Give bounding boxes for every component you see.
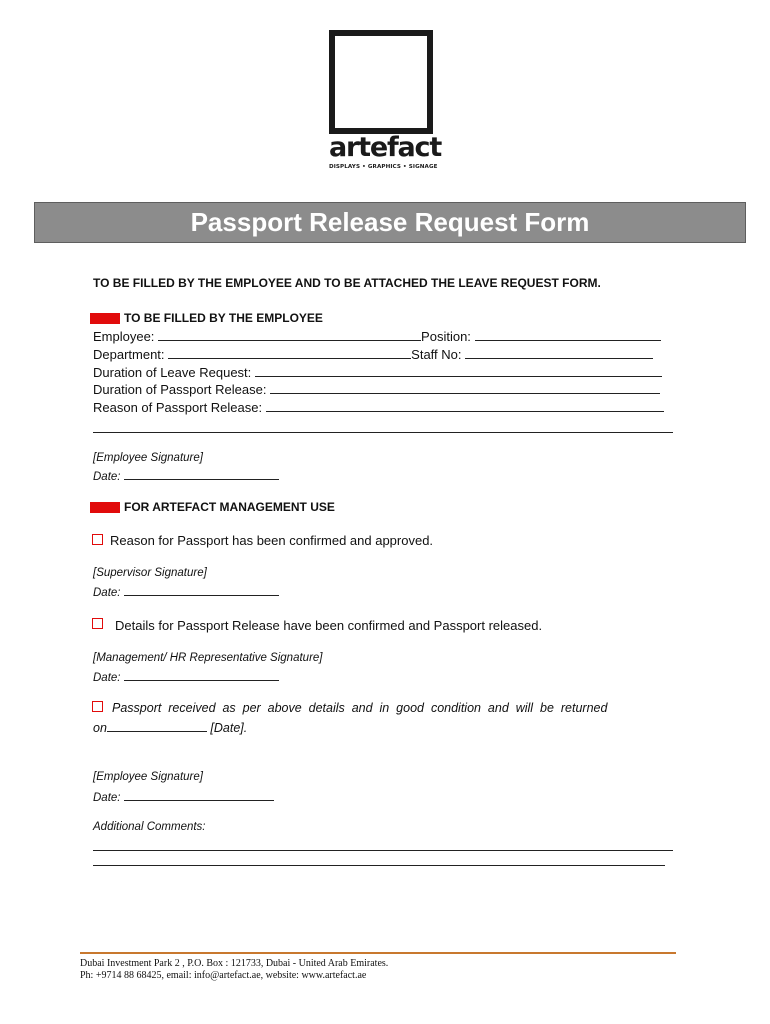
section-marker-management: [90, 502, 120, 513]
hr-signature-label: [Management/ HR Representative Signature]: [93, 652, 323, 664]
hr-date-line: [93, 669, 279, 684]
employee-date-label: Date:: [93, 471, 121, 483]
staff-no-label: Staff No:: [411, 347, 462, 362]
details-confirmed-checkbox[interactable]: [92, 618, 103, 629]
reason-line: [93, 400, 664, 416]
return-on-label: on: [93, 721, 107, 735]
management-section-heading: FOR ARTEFACT MANAGEMENT USE: [124, 500, 335, 514]
supervisor-date-line: [93, 584, 279, 599]
receipt-date-label: Date:: [93, 792, 121, 804]
receipt-date-line: [93, 789, 274, 804]
position-label: Position:: [421, 329, 471, 344]
position-field[interactable]: [475, 329, 661, 341]
department-line: [93, 347, 653, 363]
passport-duration-label: Duration of Passport Release:: [93, 382, 267, 397]
form-title: Passport Release Request Form: [190, 207, 590, 237]
employee-label: Employee:: [93, 329, 155, 344]
footer-rule: [80, 952, 676, 954]
supervisor-date-label: Date:: [93, 587, 121, 599]
passport-duration-line: [93, 382, 660, 398]
section-marker-employee: [90, 313, 120, 324]
return-date-line: [93, 720, 247, 735]
reason-confirmed-text: Reason for Passport has been confirmed and approved.: [110, 533, 434, 548]
employee-section-heading: TO BE FILLED BY THE EMPLOYEE: [124, 311, 323, 325]
instruction-heading: TO BE FILLED BY THE EMPLOYEE AND TO BE ATTACHED THE LEAVE REQUEST FORM.: [93, 276, 601, 290]
reason-field-continuation[interactable]: [93, 432, 673, 433]
leave-duration-label: Duration of Leave Request:: [93, 365, 252, 380]
leave-duration-field[interactable]: [255, 365, 662, 377]
comments-line-1[interactable]: [93, 850, 673, 851]
hr-date-label: Date:: [93, 672, 121, 684]
logo-square: [329, 30, 433, 134]
logo-tagline: DISPLAYS • GRAPHICS • SIGNAGE: [329, 164, 438, 170]
return-date-label: [Date].: [210, 721, 248, 735]
hr-date-field[interactable]: [124, 669, 279, 681]
footer-contact: Ph: +9714 88 68425, email: info@artefact.ae, website: www.artefact.ae: [80, 970, 367, 981]
employee-date-field[interactable]: [124, 468, 279, 480]
leave-duration-line: [93, 365, 662, 381]
comments-line-2[interactable]: [93, 865, 665, 866]
additional-comments-label: Additional Comments:: [93, 821, 206, 833]
receipt-signature-label: [Employee Signature]: [93, 771, 203, 783]
employee-line: [93, 329, 661, 345]
details-confirmed-text: Details for Passport Release have been confirmed and Passport released.: [115, 618, 543, 633]
employee-signature-label: [Employee Signature]: [93, 452, 203, 464]
logo-wordmark: artefact: [329, 132, 442, 163]
reason-label: Reason of Passport Release:: [93, 400, 263, 415]
return-date-field[interactable]: [107, 720, 207, 732]
reason-confirmed-checkbox[interactable]: [92, 534, 103, 545]
employee-date-line: [93, 468, 279, 483]
receipt-date-field[interactable]: [124, 789, 274, 801]
department-field[interactable]: [168, 347, 411, 359]
passport-received-checkbox[interactable]: [92, 701, 103, 712]
supervisor-date-field[interactable]: [124, 584, 279, 596]
reason-field[interactable]: [266, 400, 664, 412]
department-label: Department:: [93, 347, 165, 362]
title-bar: [34, 202, 746, 243]
footer-address: Dubai Investment Park 2 , P.O. Box : 121733, Dubai - United Arab Emirates.: [80, 958, 389, 969]
staff-no-field[interactable]: [465, 347, 653, 359]
employee-name-field[interactable]: [158, 329, 421, 341]
passport-duration-field[interactable]: [270, 382, 660, 394]
passport-received-text: Passport received as per above details and in good condition and will be returned: [112, 701, 608, 715]
supervisor-signature-label: [Supervisor Signature]: [93, 567, 207, 579]
